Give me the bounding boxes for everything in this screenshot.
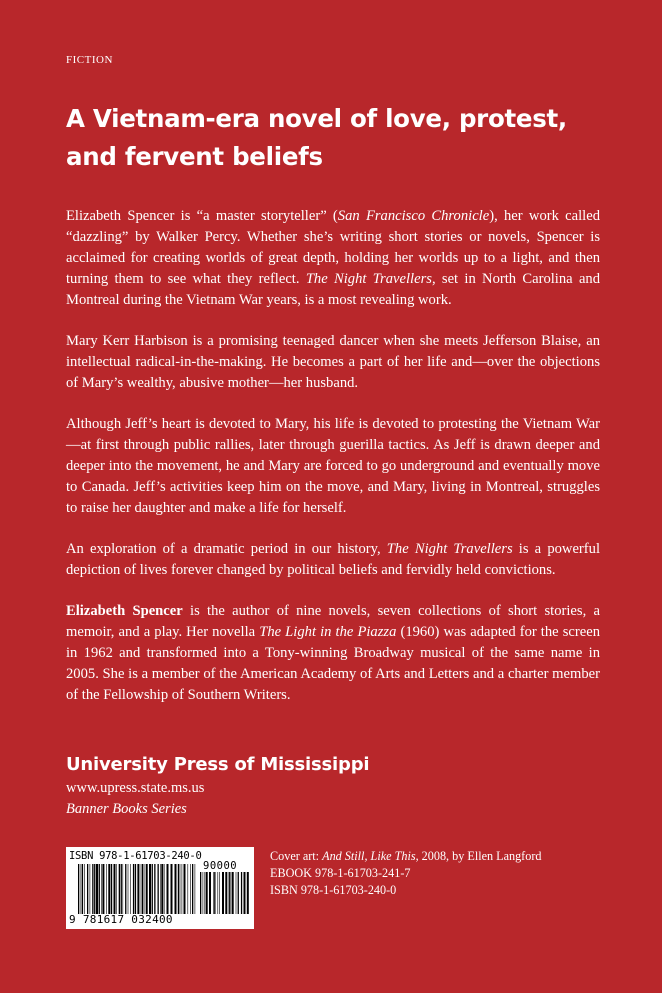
headline bbox=[66, 100, 626, 176]
paragraph-jeff: Although Jeff’s heart is devoted to Mary, his life is devoted to protesting the Vietnam War—at first through public rallies, later through guerilla tactics. As Jeff is drawn deeper and deeper into the movement, he and Mary are forced to go underground and eventually move to Canada. Jeff’s activities keep him on the move, and Mary, living in Montreal, struggles to raise her daughter and make a life for herself. bbox=[66, 416, 600, 516]
paragraph-intro-text-a: Elizabeth Spencer is “a master storyteller” ( bbox=[66, 208, 338, 224]
book-title: The Night Travellers bbox=[305, 271, 432, 287]
author-bio-text-b: (1960) was adapted for the screen in 1962 and transformed into a Tony-winning Broadway musical of the same name in 2005. She is a member of the American Academy of Arts and Letters and a charter member of the Fellowship of Southern Writers. bbox=[66, 624, 600, 703]
series-name: Banner Books Series bbox=[66, 801, 187, 817]
author-bio-text-a: is the author of nine novels, seven collections of short stories, a memoir, and a play. Her novella bbox=[66, 603, 600, 640]
paragraph-mary: Mary Kerr Harbison is a promising teenaged dancer when she meets Jefferson Blaise, an intellectual radical-in-the-making. He becomes a part of her life and—over the objections of Mary’s wealthy, abusive mother—her husband. bbox=[66, 333, 600, 391]
publisher-name: University Press of Mississippi bbox=[66, 754, 370, 775]
cover-art-title: And Still, Like This bbox=[322, 849, 416, 863]
barcode-isbn-label: ISBN 978-1-61703-240-0 bbox=[69, 850, 202, 862]
cover-art-prefix: Cover art: bbox=[270, 849, 323, 863]
author-bio bbox=[66, 601, 600, 706]
cover-art-credit bbox=[270, 848, 610, 865]
barcode-addon-bars-icon bbox=[200, 872, 250, 914]
quote-source: San Francisco Chronicle bbox=[337, 208, 490, 224]
print-isbn: ISBN 978-1-61703-240-0 bbox=[270, 883, 397, 897]
barcode-bars-icon bbox=[78, 864, 196, 914]
paragraph-intro bbox=[66, 206, 600, 311]
paragraph-exploration-text-a: An exploration of a dramatic period in our history, bbox=[66, 541, 387, 557]
publisher-block bbox=[66, 752, 369, 820]
publisher-url: www.upress.state.ms.us bbox=[66, 780, 205, 796]
credits bbox=[270, 848, 610, 899]
category-label: FICTION bbox=[66, 54, 113, 66]
author-name: Elizabeth Spencer bbox=[66, 603, 183, 619]
barcode-digits: 9 781617 032400 bbox=[69, 913, 173, 926]
headline-line-2: and fervent beliefs bbox=[66, 142, 323, 171]
paragraph-exploration-text-b: is a powerful depiction of lives forever changed by political beliefs and fervidly held convictions. bbox=[66, 541, 601, 578]
ebook-isbn: EBOOK 978-1-61703-241-7 bbox=[270, 866, 411, 880]
book-title: The Night Travellers bbox=[386, 541, 513, 557]
novella-title: The Light in the Piazza bbox=[259, 624, 397, 640]
paragraph-intro-text-b: ), her work called “dazzling” by Walker Percy. Whether she’s writing short stories or novels, Spencer is acclaimed for creating worlds of great depth, holding her worlds up to a light, and then turning them to see what they reflect. bbox=[66, 208, 601, 287]
paragraph-exploration bbox=[66, 539, 600, 581]
cover-art-suffix: , 2008, by Ellen Langford bbox=[415, 849, 542, 863]
paragraph-intro-text-c: , set in North Carolina and Montreal during the Vietnam War years, is a most revealing work. bbox=[66, 271, 601, 308]
barcode-addon-number: 90000 bbox=[203, 860, 238, 872]
description bbox=[66, 206, 600, 726]
barcode bbox=[66, 847, 254, 929]
headline-line-1: A Vietnam-era novel of love, protest, bbox=[66, 104, 567, 133]
